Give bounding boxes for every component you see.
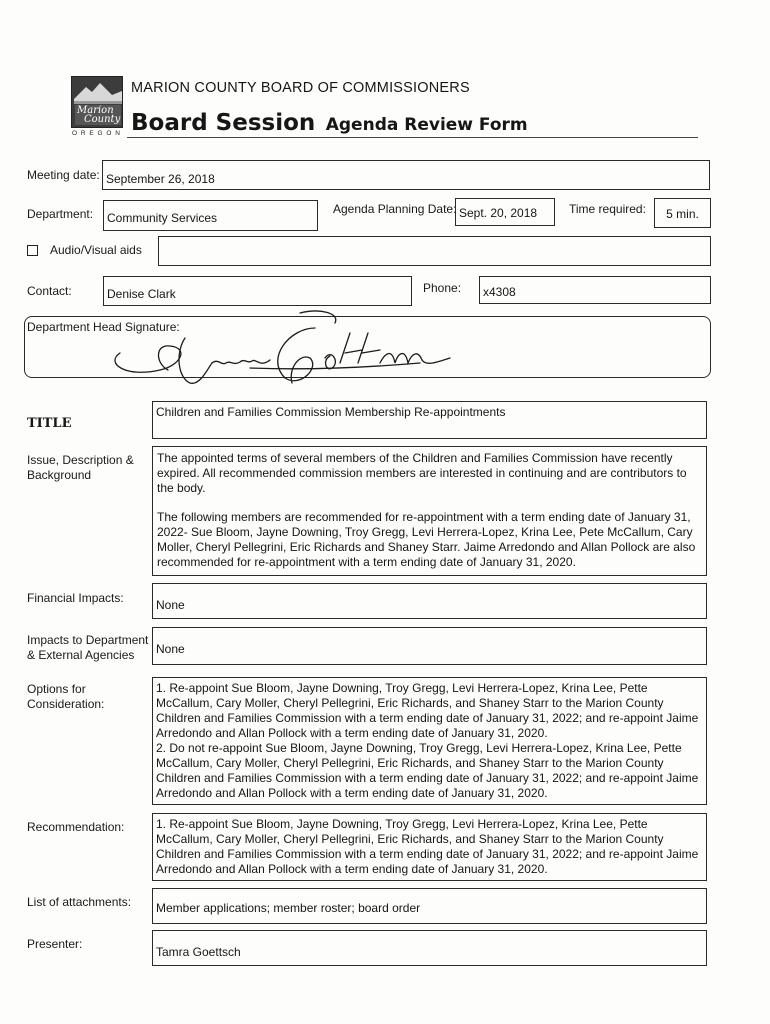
page-subtitle: Agenda Review Form: [325, 115, 528, 135]
option-2: 2. Do not re-appoint Sue Bloom, Jayne Downing, Troy Gregg, Levi Herrera-Lopez, Krina Lee, Pette McCallum, Cary Moller, Cheryl Pellegrini, Eric Richards, and Shaney Starr to the Marion County Children and Families Commission with a term ending date of January 31, 2022; and re-appoint Jaime Arredondo and Allan Pollock with a term ending date of January 31, 2020.: [156, 741, 699, 800]
time-required-label: Time required:: [569, 202, 646, 216]
signature-label: Department Head Signature:: [27, 320, 180, 334]
handwritten-signature: [100, 308, 460, 398]
issue-label-line2: Background: [27, 468, 92, 482]
title-field[interactable]: Children and Families Commission Membership Re-appointments: [152, 401, 707, 439]
title-label: TITLE: [27, 416, 72, 431]
phone-label: Phone:: [423, 281, 462, 295]
recommendation-label: Recommendation:: [27, 820, 125, 834]
issue-field[interactable]: [152, 446, 707, 576]
header-rule: [127, 137, 698, 138]
logo-text-marion: Marion: [77, 105, 114, 116]
options-label-line1: Options for: [27, 682, 86, 696]
logo-text-county: County: [84, 114, 121, 125]
issue-label-line1: Issue, Description &: [27, 453, 134, 467]
options-label-line2: Consideration:: [27, 697, 105, 711]
attachments-label: List of attachments:: [27, 895, 132, 909]
contact-label: Contact:: [27, 284, 72, 298]
audio-visual-label: Audio/Visual aids: [50, 243, 142, 257]
recommendation-field[interactable]: 1. Re-appoint Sue Bloom, Jayne Downing, Troy Gregg, Levi Herrera-Lopez, Krina Lee, Pette McCallum, Cary Moller, Cheryl Pellegrini, Eric Richards, and Shaney Starr to the Marion County Children and Families Commission with a term ending date of January 31, 2022; and re-appoint Jaime Arredondo and Allan Pollock with a term ending date of January 31, 2020.: [152, 813, 707, 881]
department-field[interactable]: Community Services: [103, 200, 318, 231]
meeting-date-field[interactable]: September 26, 2018: [102, 160, 710, 190]
attachments-field[interactable]: Member applications; member roster; board order: [152, 888, 707, 924]
audio-visual-checkbox[interactable]: [27, 245, 38, 256]
department-label: Department:: [27, 207, 94, 221]
financial-label: Financial Impacts:: [27, 591, 124, 605]
impacts-label-line2: & External Agencies: [27, 648, 135, 662]
issue-paragraph-2: The following members are recommended for re-appointment with a term ending date of January 31, 2022- Sue Bloom, Jayne Downing, Troy Gregg, Levi Herrera-Lopez, Krina Lee, Pete McCallum, Cary Moller, Cheryl Pellegrini, Eric Richards and Shaney Starr. Jaime Arredondo and Allan Pollock are also recommended for re-appointment with a term ending date of January 31, 2020.: [157, 510, 696, 569]
meeting-date-label: Meeting date:: [27, 168, 100, 182]
impacts-label-line1: Impacts to Department: [27, 633, 149, 647]
logo-oregon: O R E G O N: [72, 130, 121, 137]
agenda-planning-date-label: Agenda Planning Date:: [333, 202, 457, 216]
presenter-label: Presenter:: [27, 937, 83, 951]
options-field[interactable]: [152, 677, 707, 805]
presenter-field[interactable]: Tamra Goettsch: [152, 930, 707, 966]
option-1: 1. Re-appoint Sue Bloom, Jayne Downing, Troy Gregg, Levi Herrera-Lopez, Krina Lee, Pette McCallum, Cary Moller, Cheryl Pellegrini, Eric Richards, and Shaney Starr to the Marion County Children and Families Commission with a term ending date of January 31, 2022; and re-appoint Jaime Arredondo and Allan Pollock with a term ending date of January 31, 2020.: [156, 681, 699, 740]
org-name: MARION COUNTY BOARD OF COMMISSIONERS: [131, 80, 470, 96]
audio-visual-field[interactable]: [158, 236, 711, 266]
agenda-planning-date-field[interactable]: Sept. 20, 2018: [455, 198, 555, 226]
impacts-field[interactable]: None: [152, 627, 707, 665]
page-title: Board Session: [131, 110, 316, 136]
marion-county-logo: [71, 76, 123, 128]
issue-label: [27, 453, 134, 483]
impacts-label: [27, 633, 148, 663]
issue-paragraph-1: The appointed terms of several members of the Children and Families Commission have recently expired. All recommended commission members are interested in continuing and are contributors to the body.: [157, 451, 687, 495]
contact-field[interactable]: Denise Clark: [103, 276, 412, 306]
options-label: [27, 682, 104, 712]
time-required-field[interactable]: 5 min.: [654, 198, 711, 228]
phone-field[interactable]: x4308: [479, 276, 711, 304]
financial-field[interactable]: None: [152, 583, 707, 619]
